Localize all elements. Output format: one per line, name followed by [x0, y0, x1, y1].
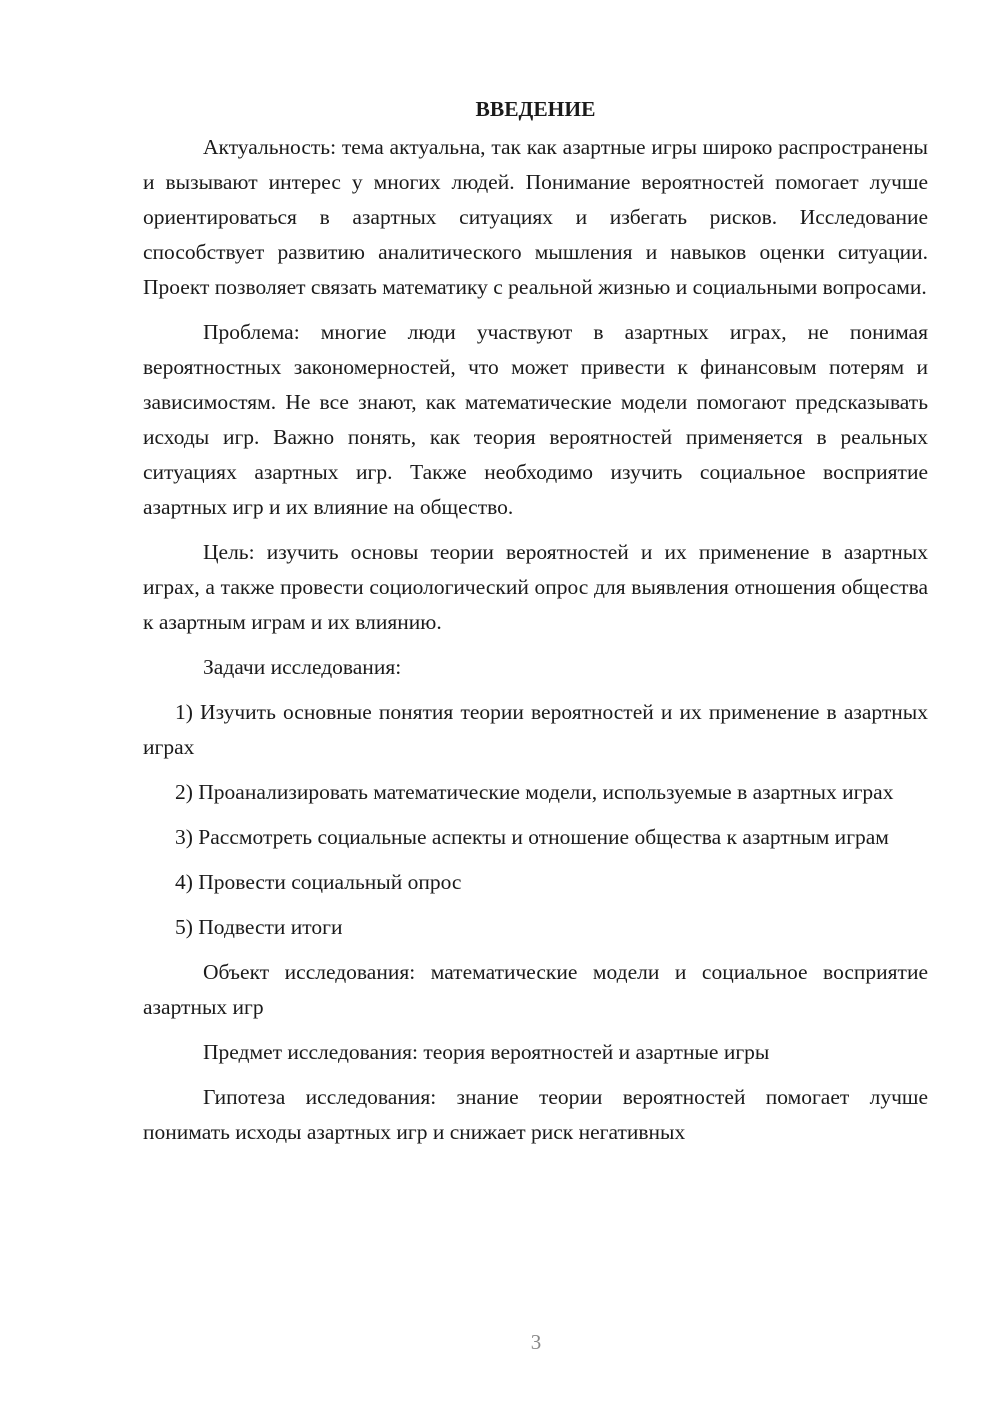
task-item-2: 2) Проанализировать математические модели, используемые в азартных играх [175, 780, 894, 804]
paragraph-subject: Предмет исследования: теория вероятностей и азартные игры [203, 1040, 770, 1064]
paragraph-object: Объект исследования: математические модели и социальное восприятие азартных игр [143, 960, 928, 1019]
task-item-1: 1) Изучить основные понятия теории вероятностей и их применение в азартных играх [143, 700, 928, 759]
paragraph-problem: Проблема: многие люди участвуют в азартных играх, не понимая вероятностных закономерностей, что может привести к финансовым потерям и зависимостям. Не все знают, как математические модели помогают предсказывать исходы игр. Важно понять, как теория вероятностей применяется в реальных ситуациях азартных игр. Также необходимо изучить социальное восприятие азартных игр и их влияние на общество. [143, 320, 928, 519]
paragraph-tasks-heading: Задачи исследования: [203, 655, 402, 679]
paragraph-goal: Цель: изучить основы теории вероятностей и их применение в азартных играх, а также провести социологический опрос для выявления отношения общества к азартным играм и их влиянию. [143, 540, 928, 634]
task-item-3: 3) Рассмотреть социальные аспекты и отношение общества к азартным играм [175, 825, 889, 849]
page-number: 3 [530, 1330, 542, 1354]
paragraph-hypothesis: Гипотеза исследования: знание теории вероятностей помогает лучше понимать исходы азартных игр и снижает риск негативных [143, 1085, 928, 1144]
section-title: ВВЕДЕНИЕ [475, 97, 596, 121]
document-page [143, 92, 928, 1160]
task-item-5: 5) Подвести итоги [175, 915, 343, 939]
paragraph-relevance: Актуальность: тема актуальна, так как азартные игры широко распространены и вызывают интерес у многих людей. Понимание вероятностей помогает лучше ориентироваться в азартных ситуациях и избегать рисков. Исследование способствует развитию аналитического мышления и навыков оценки ситуации. Проект позволяет связать математику с реальной жизнью и социальными вопросами. [143, 135, 928, 299]
task-item-4: 4) Провести социальный опрос [175, 870, 462, 894]
